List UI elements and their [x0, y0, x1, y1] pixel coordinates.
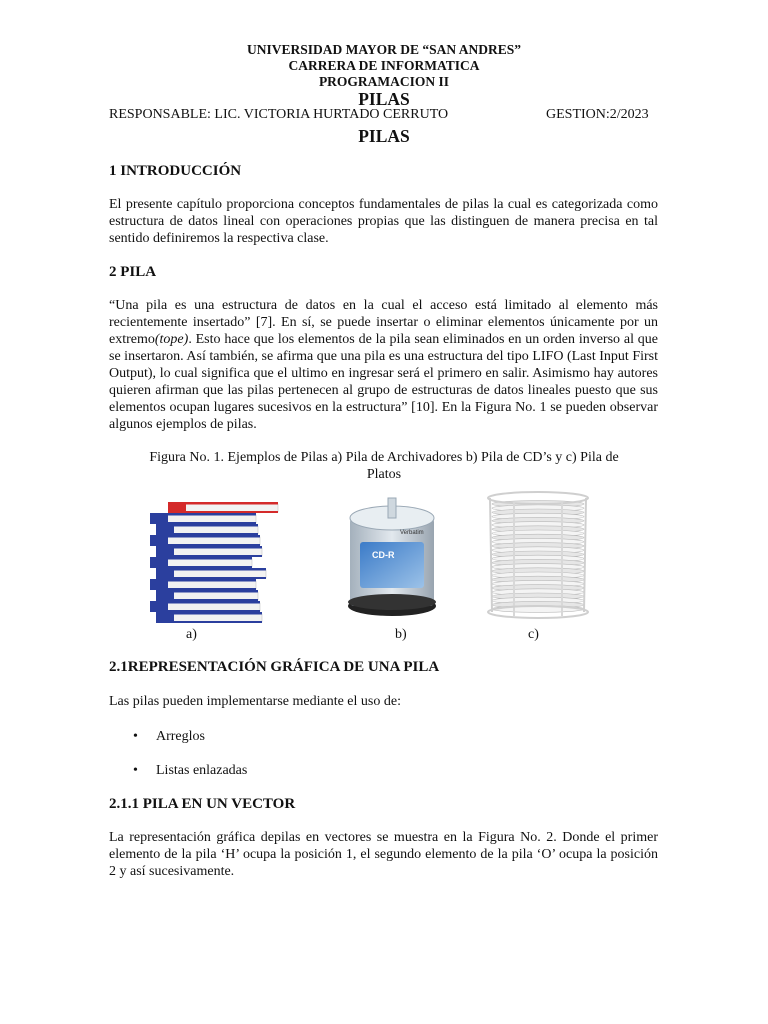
bullet-dot: •	[133, 729, 138, 744]
intro-paragraph	[109, 196, 658, 247]
page-title: PILAS	[358, 126, 410, 146]
pila-text-tope: (tope)	[154, 332, 189, 347]
vector-text: La representación gráfica depilas en vectores se muestra en la Figura No. 2. Donde el primer elemento de la pila ‘H’ ocupa la posición 1, el segundo elemento de la pila ‘O’ ocupa la posición 2 y así sucesivamente.	[109, 830, 658, 879]
bullet-listas: Listas enlazadas	[156, 763, 248, 778]
section-heading-intro: 1 INTRODUCCIÓN	[109, 163, 242, 179]
figure-label-c: c)	[528, 627, 539, 642]
pila-paragraph	[109, 297, 658, 433]
binders-stack-image	[150, 498, 290, 626]
figure-caption-line2: Platos	[366, 467, 402, 482]
pila-text-part2: . Esto hace que los elementos de la pila sean eliminados en un orden inverso al que se insertaron. Así también, se afirma que una pila es una estructura del tipo LIFO (Last Input First Output), lo cual significa que el ultimo en ingresar será el primero en salir. Asimismo hay autores quieren afirman que las pilas pertenecen al grupo de estructuras de datos lineales puesto que sus elementos ocupan lugares sucesivos en la estructura” [10]. En la Figura No. 1 se pueden observar algunos ejemplos de pilas.	[109, 332, 658, 432]
figure-label-b: b)	[395, 627, 407, 642]
intro-text: El presente capítulo proporciona conceptos fundamentales de pilas la cual es categorizada como estructura de datos lineal con operaciones propias que las distinguen de manera precisa en tal sentido definiremos la respectiva clase.	[109, 197, 658, 246]
header-gestion: GESTION:2/2023	[546, 107, 649, 122]
pila-text-part1: “Una pila es una estructura de datos en la cual el acceso está limitado al elemento más recientemente insertado” [7]. En sí, se puede insertar o eliminar elementos únicamente por un extremo	[109, 298, 658, 347]
representacion-text: Las pilas pueden implementarse mediante el uso de:	[109, 694, 401, 709]
plate-rack-image	[484, 490, 592, 620]
cd-label-text: CD-R	[372, 550, 395, 560]
header-responsible: RESPONSABLE: LIC. VICTORIA HURTADO CERRUTO	[109, 107, 449, 122]
header-course: PROGRAMACION II	[318, 74, 450, 89]
pila-text	[109, 297, 658, 433]
section-heading-representacion: 2.1REPRESENTACIÓN GRÁFICA DE UNA PILA	[109, 659, 440, 675]
vector-paragraph	[109, 829, 658, 880]
header-topic: PILAS	[358, 89, 410, 109]
cd-brand-text: Verbatim	[400, 530, 424, 536]
bullet-dot: •	[133, 763, 138, 778]
figure-caption-line1: Figura No. 1. Ejemplos de Pilas a) Pila de Archivadores b) Pila de CD’s y c) Pila de	[149, 450, 619, 465]
cd-spindle-image	[344, 494, 440, 622]
section-heading-pila: 2 PILA	[109, 264, 157, 280]
header-university: UNIVERSIDAD MAYOR DE “SAN ANDRES”	[246, 42, 522, 57]
bullet-arreglos: Arreglos	[156, 729, 205, 744]
section-heading-vector: 2.1.1 PILA EN UN VECTOR	[109, 796, 296, 812]
header-career: CARRERA DE INFORMATICA	[288, 58, 480, 73]
figure-label-a: a)	[186, 627, 197, 642]
